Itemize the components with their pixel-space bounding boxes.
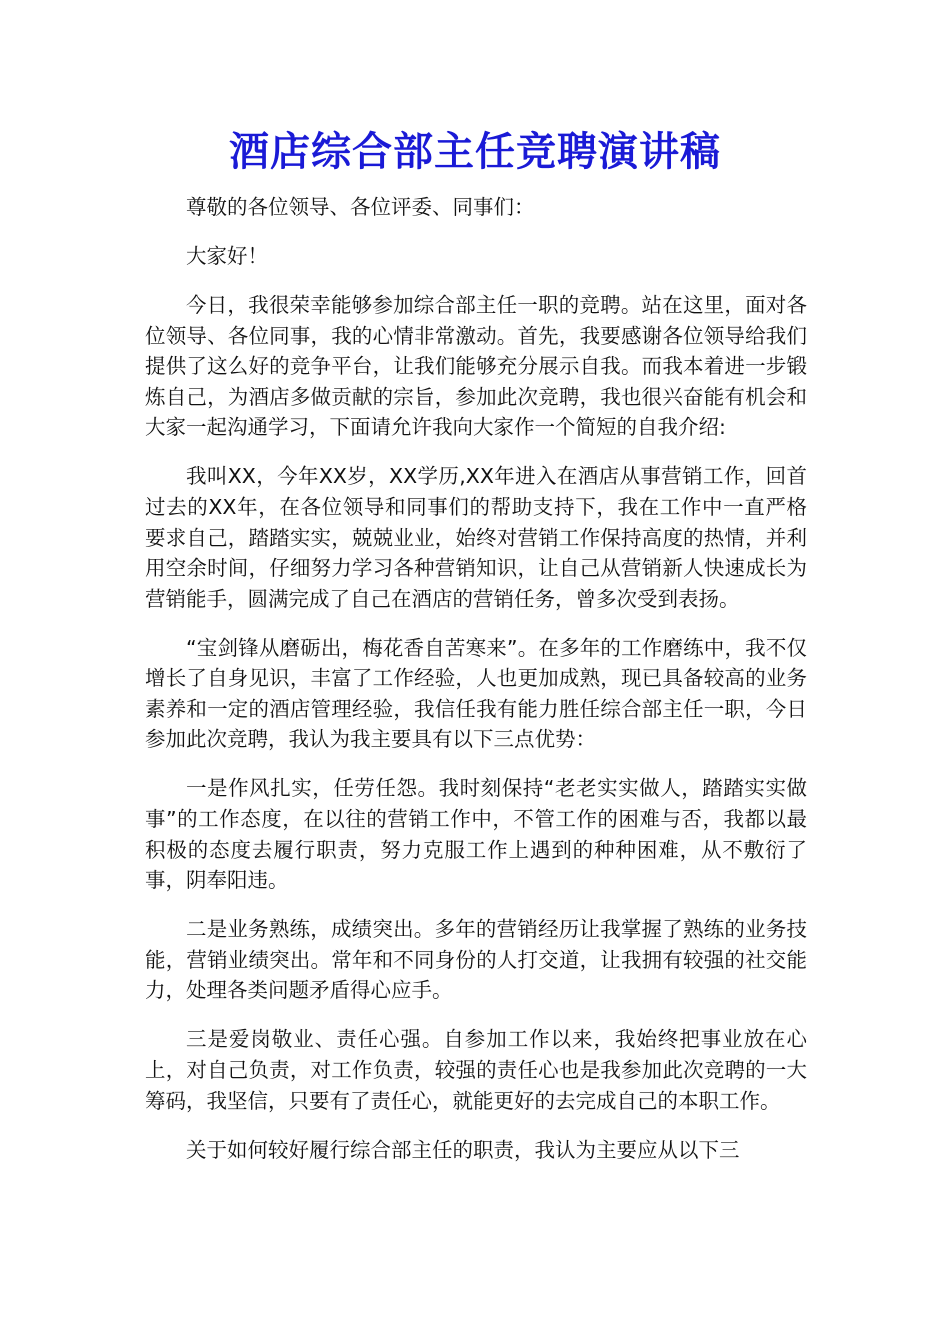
paragraph-salutation: 尊敬的各位领导、各位评委、同事们： bbox=[186, 195, 535, 219]
document-title: 酒店综合部主任竞聘演讲稿 bbox=[229, 128, 721, 175]
paragraph-advantage-two: 二是业务熟练，成绩突出。多年的营销经历让我掌握了熟练的业务技能，营销业绩突出。常年和不同身份的人打交道，让我拥有较强的社交能力，处理各类问题矛盾得心应手。 bbox=[145, 917, 807, 1003]
paragraph-introduction: 今日，我很荣幸能够参加综合部主任一职的竞聘。站在这里，面对各位领导、各位同事，我的心情非常激动。首先，我要感谢各位领导给我们提供了这么好的竞争平台，让我们能够充分展示自我。而我本着进一步锻炼自己，为酒店多做贡献的宗旨，参加此次竞聘，我也很兴奋能有机会和大家一起沟通学习，下面请允许我向大家作一个简短的自我介绍: bbox=[145, 292, 807, 440]
paragraph-self-intro: 我叫XX，今年XX岁，XX学历,XX年进入在酒店从事营销工作，回首过去的XX年，在各位领导和同事们的帮助支持下，我在工作中一直严格要求自己，踏踏实实，兢兢业业，始终对营销工作保持高度的热情，并利用空余时间，仔细努力学习各种营销知识，让自己从营销新人快速成长为营销能手，圆满完成了自己在酒店的营销任务，曾多次受到表扬。 bbox=[145, 464, 807, 611]
paragraph-advantage-one: 一是作风扎实，任劳任怨。我时刻保持“老老实实做人，踏踏实实做事”的工作态度，在以往的营销工作中，不管工作的困难与否，我都以最积极的态度去履行职责，努力克服工作上遇到的种种困难，从不敷衍了事，阴奉阳违。 bbox=[145, 776, 807, 893]
paragraph-advantage-three: 三是爱岗敬业、责任心强。自参加工作以来，我始终把事业放在心上，对自己负责，对工作负责，较强的责任心也是我参加此次竞聘的一大筹码，我坚信，只要有了责任心，就能更好的去完成自己的本职工作。 bbox=[145, 1027, 807, 1113]
paragraph-experience: “宝剑锋从磨砺出，梅花香自苦寒来”。在多年的工作磨练中，我不仅增长了自身见识，丰富了工作经验，人也更加成熟，现已具备较高的业务素养和一定的酒店管理经验，我信任我有能力胜任综合部主任一职，今日参加此次竞聘，我认为我主要具有以下三点优势： bbox=[145, 635, 807, 752]
paragraph-duties: 关于如何较好履行综合部主任的职责，我认为主要应从以下三 bbox=[186, 1137, 740, 1162]
paragraph-greeting: 大家好！ bbox=[186, 243, 268, 268]
document-body bbox=[145, 192, 807, 1184]
